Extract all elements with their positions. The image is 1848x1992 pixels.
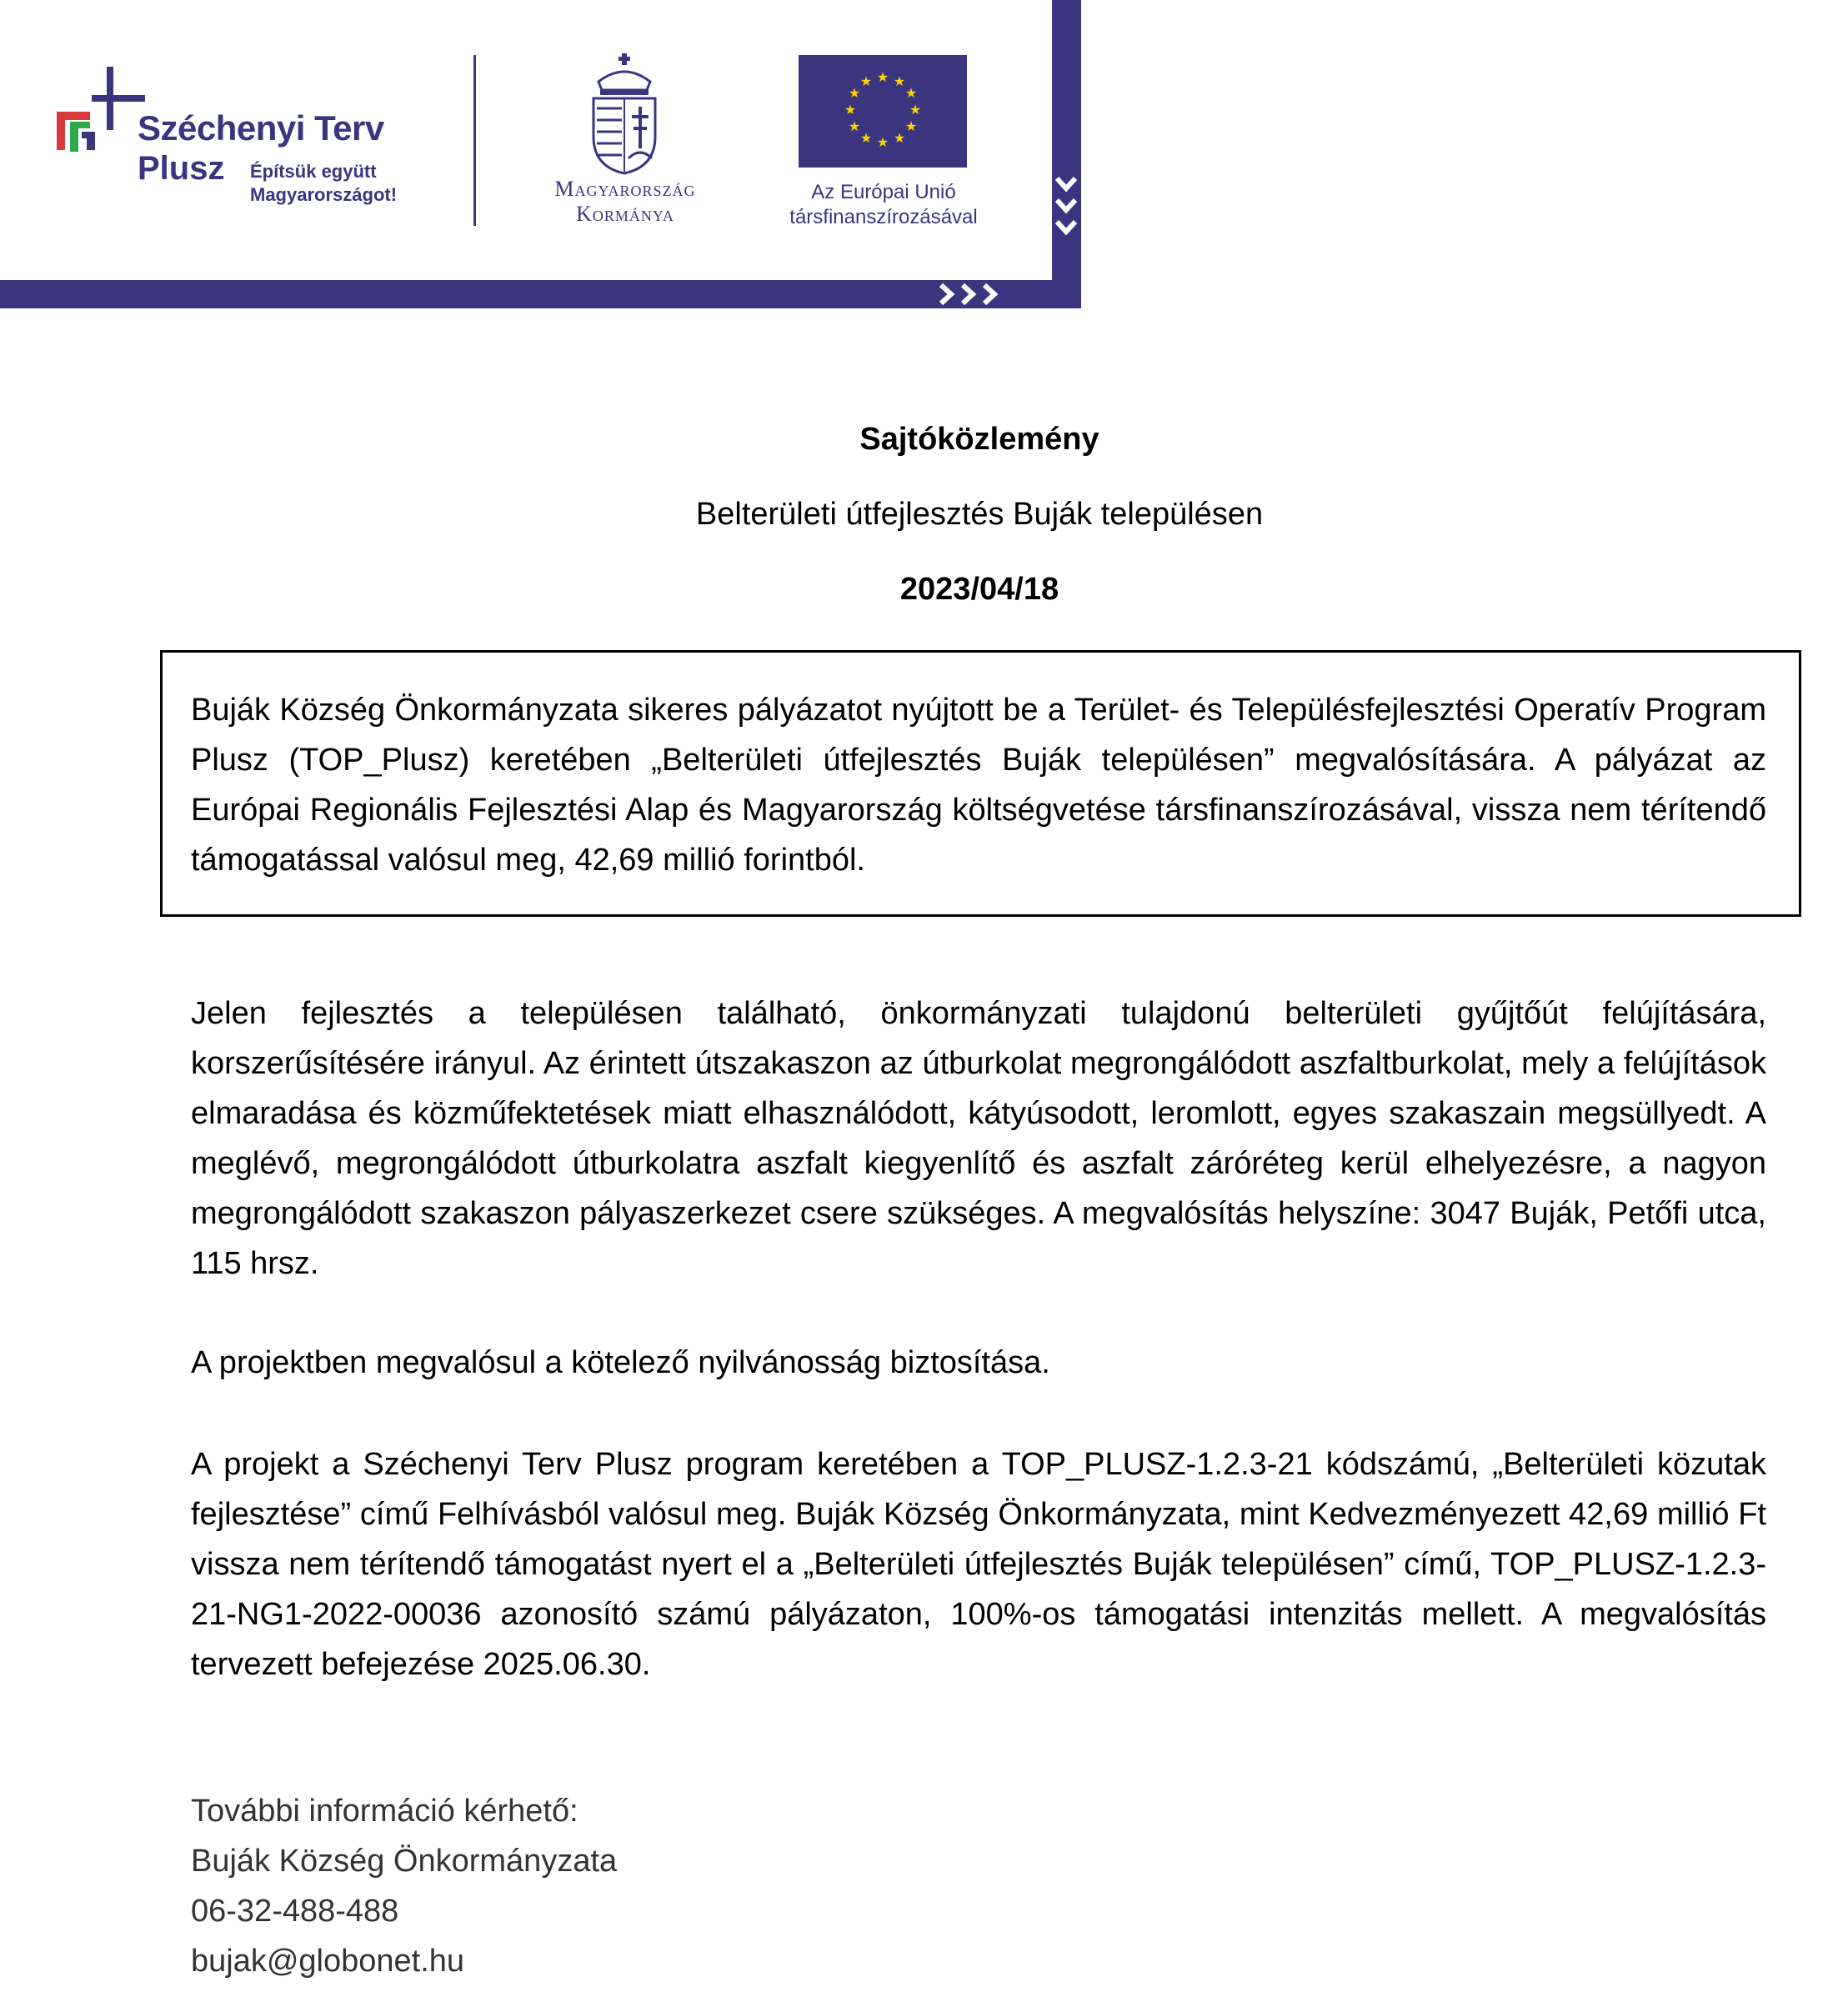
government-text [517,177,734,227]
chevron-down-icon [1054,175,1079,258]
szechenyi-title: Széchenyi Terv [138,108,384,148]
eu-flag [799,55,967,168]
svg-text:★: ★ [848,118,861,134]
svg-text:★: ★ [859,130,873,146]
document-title: Sajtóközlemény [859,422,1099,457]
banner-right-bar [1052,0,1081,308]
szechenyi-plusz: Plusz [138,150,225,187]
header-banner [0,0,1084,308]
banner-bottom-bar [0,280,1081,308]
eu-stars-icon [799,55,967,168]
svg-text:★: ★ [909,102,922,118]
svg-text:★: ★ [893,73,906,89]
svg-text:★: ★ [904,118,918,134]
slogan-line-1: Építsük együtt [250,161,377,182]
government-line-2: Kormánya [576,202,674,226]
body-paragraph-2: A projektben megvalósul a kötelező nyilvánosság biztosítása. [191,1345,1050,1380]
svg-text:★: ★ [904,85,918,101]
svg-text:★: ★ [844,102,857,118]
body-paragraph-3: A projekt a Széchenyi Terv Plusz program keretében a TOP_PLUSZ-1.2.3-21 kódszámú, „Belterületi közutak fejlesztése” című Felhívásból valósul meg. Buják Község Önkormányzata, mint Kedvezményezett 42,69 millió Ft vissza nem térítendő támogatást nyert el a „Belterületi útfejlesztés Buják településen” című, TOP_PLUSZ-1.2.3-21-NG1-2022-00036 azonosító számú pályázaton, 100%-os támogatási intenzitás mellett. A megvalósítás tervezett befejezése 2025.06.30. [191,1447,1766,1682]
svg-text:★: ★ [876,134,889,150]
contact-email[interactable]: bujak@globonet.hu [191,1944,465,1979]
contact-block [191,1786,617,1986]
svg-text:★: ★ [859,73,873,89]
eu-text [754,180,1013,230]
document-date: 2023/04/18 [899,572,1059,607]
document-subtitle: Belterületi útfejlesztés Buják településen [695,497,1264,532]
eu-line-1: Az Európai Unió [811,181,956,203]
slogan-line-2: Magyarországot! [250,184,398,205]
contact-phone: 06-32-488-488 [191,1894,399,1929]
contact-organization: Buják Község Önkormányzata [191,1844,618,1879]
logo-divider [473,55,476,226]
szechenyi-slogan [250,160,397,207]
summary-paragraph: Buják Község Önkormányzata sikeres pályázatot nyújtott be a Terület- és Településfejlesztési Operatív Program Plusz (TOP_Plusz) keretében „Belterületi útfejlesztés Buják településen” megvalósítására. A pályázat az Európai Regionális Fejlesztési Alap és Magyarország költségvetése társfinanszírozásával, vissza nem térítendő támogatással valósul meg, 42,69 millió forintból. [191,693,1766,878]
chevron-right-icon [938,282,1029,307]
svg-text:★: ★ [893,130,906,146]
svg-text:★: ★ [876,69,889,85]
coat-of-arms-icon [588,53,660,175]
body-paragraph-1: Jelen fejlesztés a településen található, önkormányzati tulajdonú belterületi gyűjtőút felújítására, korszerűsítésére irányul. Az érintett útszakaszon az útburkolat megrongálódott aszfaltburkolat, mely a felújítások elmaradása és közműfektetések miatt elhasználódott, kátyúsodott, leromlott, egyes szakaszain megsüllyedt. A meglévő, megrongálódott útburkolatra aszfalt kiegyenlítő és aszfalt záróréteg kerül elhelyezésre, a nagyon megrongálódott szakaszon pályaszerkezet csere szükséges. A megvalósítás helyszíne: 3047 Buják, Petőfi utca, 115 hrsz. [191,996,1766,1281]
eu-line-2: társfinanszírozásával [789,206,978,228]
svg-text:★: ★ [848,85,861,101]
government-line-1: Magyarország [554,177,696,201]
contact-intro: További információ kérhető: [191,1794,578,1829]
